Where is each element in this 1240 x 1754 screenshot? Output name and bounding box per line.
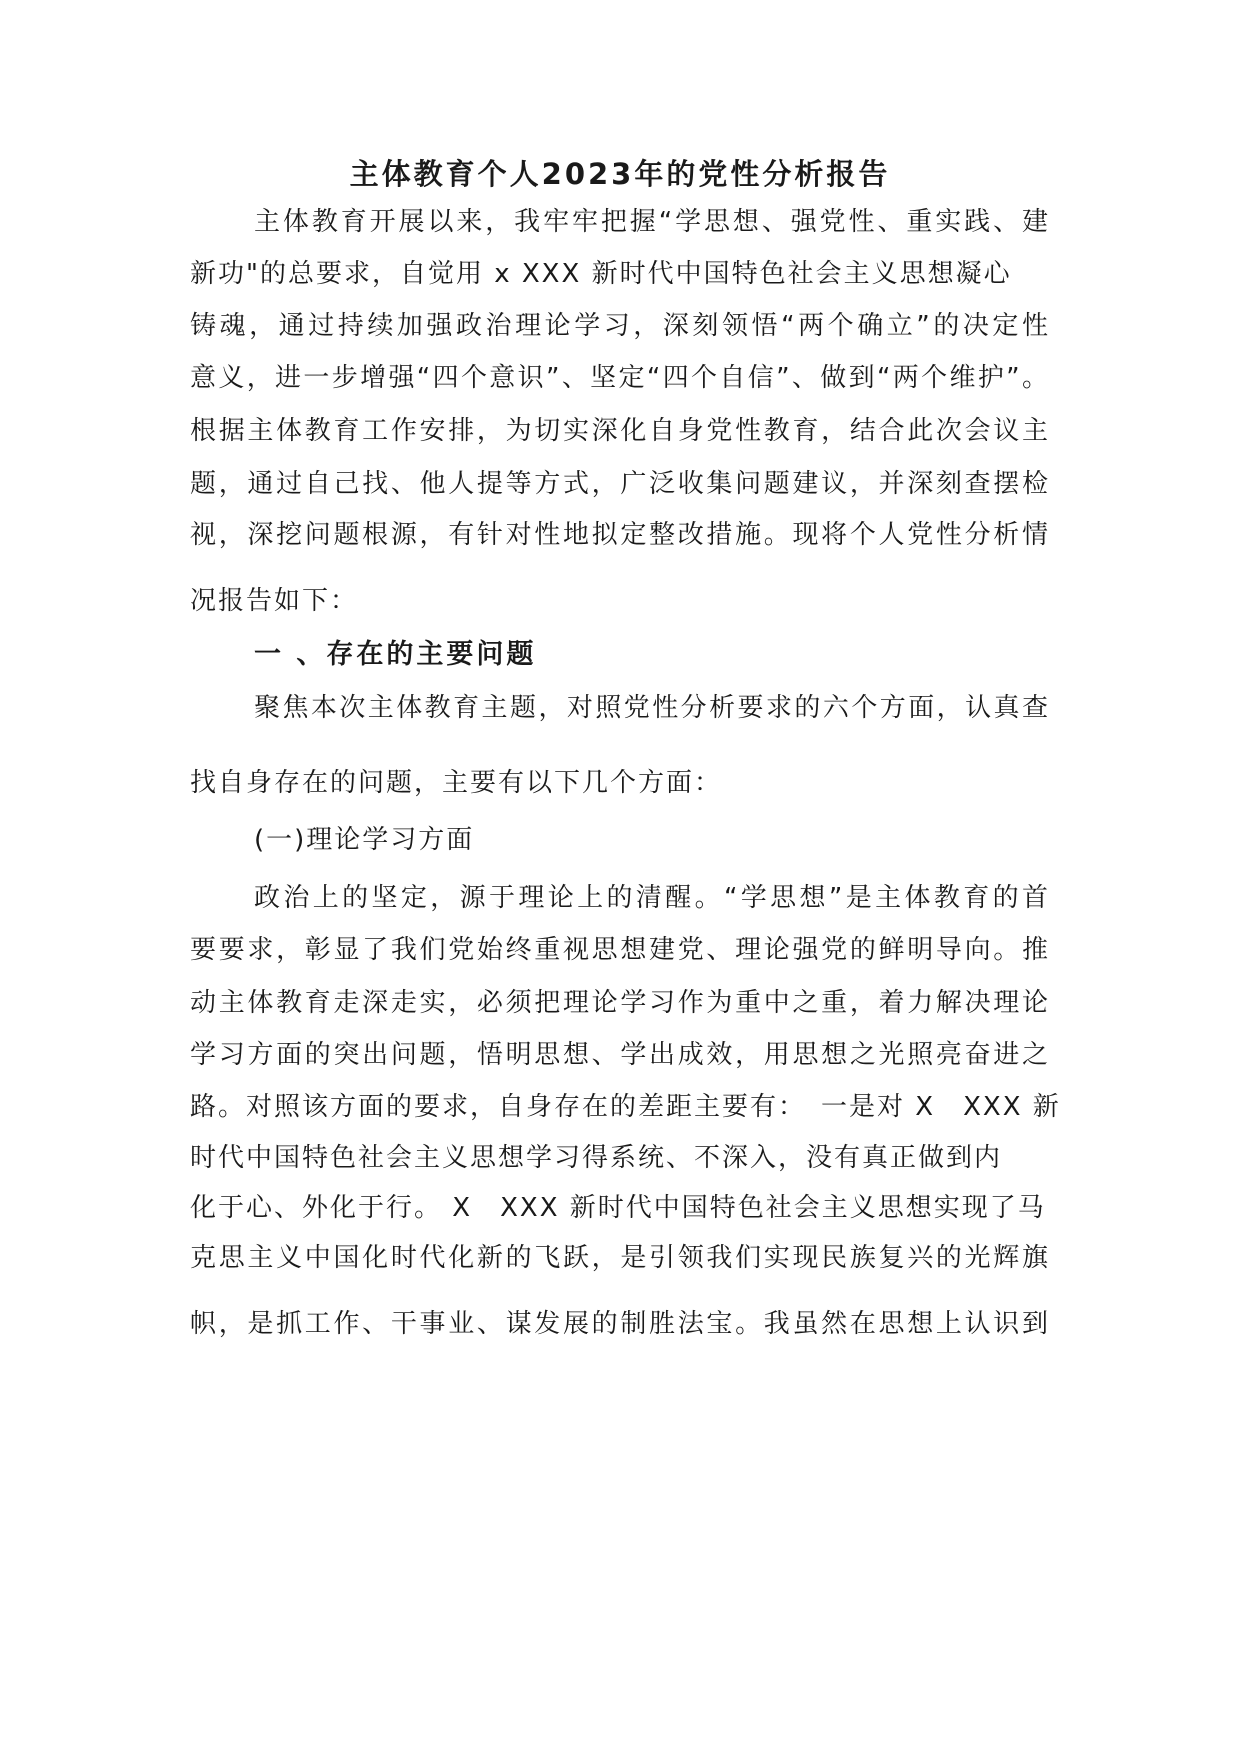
paragraph-line: 铸魂，通过持续加强政治理论学习，深刻领悟“两个确立”的决定性 xyxy=(190,311,1050,341)
paragraph-line: 新功"的总要求，自觉用 x XXX 新时代中国特色社会主义思想凝心 xyxy=(190,259,1012,289)
paragraph-line: 找自身存在的问题，主要有以下几个方面： xyxy=(190,768,723,798)
paragraph-line: 况报告如下： xyxy=(190,586,359,616)
paragraph-line: 根据主体教育工作安排，为切实深化自身党性教育，结合此次会议主 xyxy=(190,416,1050,446)
paragraph-line: 路。对照该方面的要求，自身存在的差距主要有： 一是对 X XXX 新 xyxy=(190,1092,1061,1122)
paragraph-line: 题，通过自己找、他人提等方式，广泛收集问题建议，并深刻查摆检 xyxy=(190,469,1050,499)
paragraph-line: 聚焦本次主体教育主题，对照党性分析要求的六个方面，认真查 xyxy=(254,693,1050,723)
paragraph-line: 学习方面的突出问题，悟明思想、学出成效，用思想之光照亮奋进之 xyxy=(190,1040,1050,1070)
paragraph-line: 克思主义中国化时代化新的飞跃，是引领我们实现民族复兴的光辉旗 xyxy=(190,1243,1050,1273)
paragraph-line: 动主体教育走深走实，必须把理论学习作为重中之重，着力解决理论 xyxy=(190,988,1050,1018)
subsection-heading: (一)理论学习方面 xyxy=(254,825,475,855)
paragraph-line: 时代中国特色社会主义思想学习得系统、不深入，没有真正做到内 xyxy=(190,1143,1003,1173)
paragraph-line: 主体教育开展以来，我牢牢把握“学思想、强党性、重实践、建 xyxy=(254,207,1050,237)
document-title: 主体教育个人2023年的党性分析报告 xyxy=(349,157,891,191)
paragraph-line: 帜，是抓工作、干事业、谋发展的制胜法宝。我虽然在思想上认识到 xyxy=(190,1309,1050,1339)
paragraph-line: 视，深挖问题根源，有针对性地拟定整改措施。现将个人党性分析情 xyxy=(190,520,1050,550)
paragraph-line: 意义，进一步增强“四个意识”、坚定“四个自信”、做到“两个维护”。 xyxy=(190,363,1050,393)
section-heading: 一 、存在的主要问题 xyxy=(254,639,537,670)
paragraph-line: 政治上的坚定，源于理论上的清醒。“学思想”是主体教育的首 xyxy=(254,883,1050,913)
paragraph-line: 化于心、外化于行。 X XXX 新时代中国特色社会主义思想实现了马 xyxy=(190,1193,1046,1223)
paragraph-line: 要要求，彰显了我们党始终重视思想建党、理论强党的鲜明导向。推 xyxy=(190,935,1050,965)
